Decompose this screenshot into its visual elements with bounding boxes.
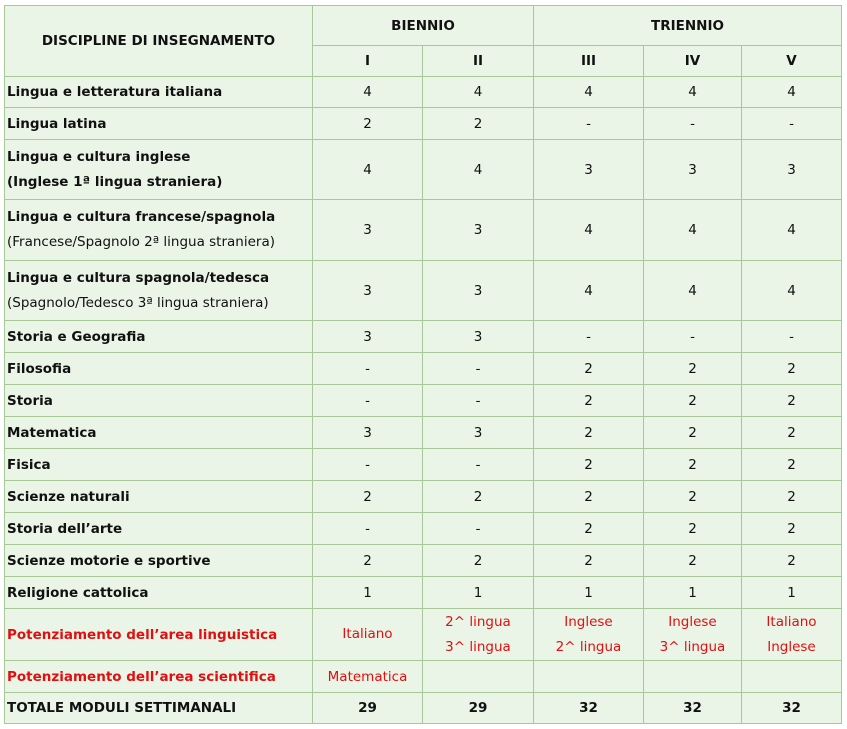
- hours-cell: -: [742, 108, 842, 140]
- biennio-header: BIENNIO: [313, 6, 534, 46]
- hours-cell: 3: [313, 200, 423, 261]
- subject-name: Filosofia: [5, 353, 313, 385]
- potenziamento-item: 2^ lingua: [555, 638, 622, 655]
- hours-cell: 2: [644, 417, 742, 449]
- subject-name: Storia dell’arte: [5, 513, 313, 545]
- hours-cell: 1: [644, 577, 742, 609]
- hours-cell: 2: [534, 417, 644, 449]
- hours-cell: 4: [644, 77, 742, 108]
- hours-cell: 4: [423, 140, 534, 200]
- hours-cell: 3: [423, 417, 534, 449]
- curriculum-table: [4, 5, 842, 724]
- hours-cell: -: [644, 321, 742, 353]
- hours-cell: 2: [742, 481, 842, 513]
- hours-cell: 3: [313, 261, 423, 321]
- hours-cell: 2: [644, 385, 742, 417]
- hours-cell: 4: [534, 200, 644, 261]
- hours-cell: 2: [644, 545, 742, 577]
- year-header-2: II: [423, 46, 534, 77]
- hours-cell: 2: [534, 449, 644, 481]
- hours-cell: 2: [534, 513, 644, 545]
- subject-name: Lingua e letteratura italiana: [5, 77, 313, 108]
- hours-cell: -: [313, 513, 423, 545]
- potenziamento-cell: [313, 609, 423, 661]
- subject-name: Fisica: [5, 449, 313, 481]
- hours-cell: 1: [423, 577, 534, 609]
- hours-cell: -: [313, 449, 423, 481]
- potenziamento-item: Italiano: [342, 626, 393, 642]
- subject-name: Storia: [5, 385, 313, 417]
- potenziamento-item: 3^ lingua: [659, 638, 726, 655]
- hours-cell: 2: [644, 449, 742, 481]
- potenziamento-cell: [534, 609, 644, 661]
- table-row: [5, 261, 842, 321]
- table-row: [5, 577, 842, 609]
- potenziamento-scientifico-row: [5, 661, 842, 693]
- potenziamento-scientifico-label: Potenziamento dell’area scientifica: [5, 661, 313, 693]
- subject-name: [5, 200, 313, 261]
- hours-cell: 2: [313, 545, 423, 577]
- year-header-1: I: [313, 46, 423, 77]
- hours-cell: 2: [534, 353, 644, 385]
- hours-cell: 4: [313, 77, 423, 108]
- table-row: [5, 140, 842, 200]
- table-row: [5, 545, 842, 577]
- hours-cell: 2: [742, 385, 842, 417]
- hours-cell: 3: [644, 140, 742, 200]
- subject-note: (Spagnolo/Tedesco 3ª lingua straniera): [7, 294, 269, 311]
- subject-name: [5, 261, 313, 321]
- table-row: [5, 200, 842, 261]
- table-row: [5, 321, 842, 353]
- totale-cell: 32: [644, 693, 742, 724]
- hours-cell: 2: [534, 481, 644, 513]
- potenziamento-linguistico-label: Potenziamento dell’area linguistica: [5, 609, 313, 661]
- hours-cell: -: [313, 353, 423, 385]
- table-row: [5, 417, 842, 449]
- table-row: [5, 108, 842, 140]
- hours-cell: 2: [313, 481, 423, 513]
- hours-cell: -: [742, 321, 842, 353]
- hours-cell: -: [534, 321, 644, 353]
- hours-cell: 3: [313, 321, 423, 353]
- hours-cell: 4: [644, 200, 742, 261]
- hours-cell: 4: [534, 261, 644, 321]
- year-header-3: III: [534, 46, 644, 77]
- header-row-groups: [5, 6, 842, 46]
- hours-cell: 2: [742, 353, 842, 385]
- potenziamento-cell: [644, 609, 742, 661]
- hours-cell: -: [313, 385, 423, 417]
- hours-cell: -: [423, 353, 534, 385]
- hours-cell: 2: [644, 513, 742, 545]
- potenziamento-item: 3^ lingua: [445, 638, 511, 655]
- hours-cell: 3: [423, 261, 534, 321]
- hours-cell: 1: [534, 577, 644, 609]
- subject-title: Lingua e cultura francese/spagnola: [7, 209, 276, 225]
- subject-name: Matematica: [5, 417, 313, 449]
- hours-cell: -: [423, 513, 534, 545]
- hours-cell: 2: [423, 545, 534, 577]
- totale-cell: 29: [313, 693, 423, 724]
- hours-cell: 2: [423, 108, 534, 140]
- hours-cell: 2: [423, 481, 534, 513]
- potenziamento-item: Inglese: [668, 613, 717, 630]
- totale-cell: 32: [534, 693, 644, 724]
- hours-cell: 4: [742, 261, 842, 321]
- hours-cell: 1: [742, 577, 842, 609]
- table-row: [5, 353, 842, 385]
- triennio-header: TRIENNIO: [534, 6, 842, 46]
- hours-cell: 2: [313, 108, 423, 140]
- year-header-4: IV: [644, 46, 742, 77]
- potenziamento-item: Inglese: [564, 613, 613, 630]
- totale-cell: 32: [742, 693, 842, 724]
- hours-cell: -: [423, 449, 534, 481]
- potenziamento-cell: [644, 661, 742, 693]
- subject-note: (Francese/Spagnolo 2ª lingua straniera): [7, 234, 275, 250]
- year-header-5: V: [742, 46, 842, 77]
- hours-cell: 4: [534, 77, 644, 108]
- potenziamento-item: Italiano: [766, 613, 817, 630]
- hours-cell: 3: [423, 321, 534, 353]
- hours-cell: 2: [742, 545, 842, 577]
- table-row: [5, 385, 842, 417]
- hours-cell: 3: [742, 140, 842, 200]
- subject-name: Religione cattolica: [5, 577, 313, 609]
- table-row: [5, 449, 842, 481]
- hours-cell: 4: [313, 140, 423, 200]
- potenziamento-cell: [423, 609, 534, 661]
- subject-name: Storia e Geografia: [5, 321, 313, 353]
- subject-title: Lingua e cultura spagnola/tedesca: [7, 269, 270, 286]
- totale-row: [5, 693, 842, 724]
- discipline-header: DISCIPLINE DI INSEGNAMENTO: [5, 6, 313, 77]
- hours-cell: -: [534, 108, 644, 140]
- subject-name: Scienze motorie e sportive: [5, 545, 313, 577]
- potenziamento-cell: [742, 609, 842, 661]
- potenziamento-linguistico-row: [5, 609, 842, 661]
- hours-cell: 4: [742, 77, 842, 108]
- hours-cell: 1: [313, 577, 423, 609]
- hours-cell: 2: [644, 353, 742, 385]
- potenziamento-cell: [742, 661, 842, 693]
- table-row: [5, 77, 842, 108]
- table-row: [5, 513, 842, 545]
- subject-name: Scienze naturali: [5, 481, 313, 513]
- hours-cell: 4: [742, 200, 842, 261]
- potenziamento-cell: [534, 661, 644, 693]
- hours-cell: 2: [644, 481, 742, 513]
- potenziamento-cell: [423, 661, 534, 693]
- hours-cell: 4: [423, 77, 534, 108]
- potenziamento-item: 2^ lingua: [445, 613, 511, 630]
- hours-cell: 2: [742, 449, 842, 481]
- hours-cell: -: [644, 108, 742, 140]
- hours-cell: 2: [534, 545, 644, 577]
- subject-title: Lingua e cultura inglese: [7, 148, 191, 165]
- hours-cell: 3: [534, 140, 644, 200]
- totale-label: TOTALE MODULI SETTIMANALI: [5, 693, 313, 724]
- table-row: [5, 481, 842, 513]
- subject-note: (Inglese 1ª lingua straniera): [7, 173, 223, 190]
- subject-name: Lingua latina: [5, 108, 313, 140]
- hours-cell: 4: [644, 261, 742, 321]
- hours-cell: 2: [742, 513, 842, 545]
- hours-cell: 3: [423, 200, 534, 261]
- hours-cell: 2: [742, 417, 842, 449]
- subject-name: [5, 140, 313, 200]
- potenziamento-item: Inglese: [767, 638, 816, 655]
- totale-cell: 29: [423, 693, 534, 724]
- hours-cell: 3: [313, 417, 423, 449]
- potenziamento-cell: Matematica: [313, 661, 423, 693]
- hours-cell: 2: [534, 385, 644, 417]
- hours-cell: -: [423, 385, 534, 417]
